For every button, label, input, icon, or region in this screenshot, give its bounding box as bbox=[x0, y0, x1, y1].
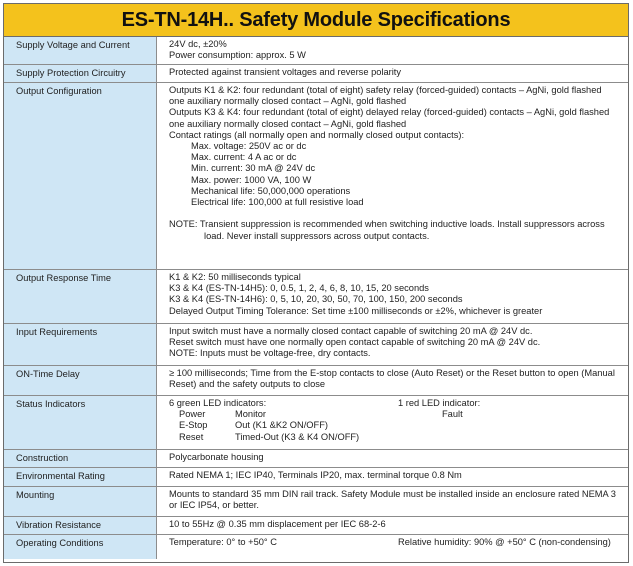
row-mounting bbox=[4, 487, 628, 517]
spacer bbox=[169, 208, 624, 219]
value-line: K3 & K4 (ES-TN-14H6): 0, 5, 10, 20, 30, 50, 70, 100, 150, 200 seconds bbox=[169, 294, 463, 305]
green-led-header: 6 green LED indicators: bbox=[169, 398, 267, 408]
row-vibration-resistance bbox=[4, 517, 628, 535]
value-line: ≥ 100 milliseconds; Time from the E-stop contacts to close (Auto Reset) or the Reset button to open (Manual bbox=[169, 368, 615, 378]
row-value bbox=[157, 37, 628, 64]
temperature-value: Temperature: 0° to +50° C bbox=[169, 537, 277, 547]
value-line: one auxiliary normally closed contact – AgNi, gold flashed bbox=[169, 118, 407, 129]
indicator-grid bbox=[169, 409, 624, 443]
row-label: Vibration Resistance bbox=[4, 517, 157, 534]
row-label: Operating Conditions bbox=[4, 535, 157, 559]
row-label: Mounting bbox=[4, 487, 157, 516]
value-line: or IEC IP54, or better. bbox=[169, 500, 259, 511]
row-label: Supply Protection Circuitry bbox=[4, 65, 157, 82]
row-value bbox=[157, 65, 628, 82]
row-label: Supply Voltage and Current bbox=[4, 37, 157, 64]
row-value bbox=[157, 468, 628, 486]
value-line: Power consumption: approx. 5 W bbox=[169, 50, 306, 61]
row-label: Environmental Rating bbox=[4, 468, 157, 486]
row-input-requirements bbox=[4, 324, 628, 366]
value-line: Input switch must have a normally closed contact capable of switching 20 mA @ 24V dc. bbox=[169, 326, 533, 336]
red-indicator-name: Fault bbox=[442, 409, 463, 420]
indicator-name: E-Stop bbox=[179, 420, 208, 431]
value-line: 24V dc, ±20% bbox=[169, 39, 227, 49]
rating-line: Max. voltage: 250V ac or dc bbox=[191, 141, 307, 152]
row-label: Status Indicators bbox=[4, 396, 157, 449]
row-operating-conditions bbox=[4, 535, 628, 559]
value-line: Polycarbonate housing bbox=[169, 452, 264, 462]
row-value bbox=[157, 396, 628, 449]
value-line: K3 & K4 (ES-TN-14H5): 0, 0.5, 1, 2, 4, 6, 8, 10, 15, 20 seconds bbox=[169, 283, 429, 294]
spacer bbox=[405, 420, 624, 431]
row-value bbox=[157, 270, 628, 323]
value-line: Outputs K3 & K4: four redundant (total of eight) delayed relay (forced-guided) contacts – AgNi, gold flashed bbox=[169, 107, 610, 118]
row-construction bbox=[4, 450, 628, 468]
value-line: K1 & K2: 50 milliseconds typical bbox=[169, 272, 301, 282]
row-value bbox=[157, 517, 628, 534]
indicator-name: Out (K1 &K2 ON/OFF) bbox=[235, 420, 328, 431]
note-line: load. Never install suppressors across output contacts. bbox=[204, 230, 430, 241]
row-value bbox=[157, 487, 628, 516]
indicator-name: Reset bbox=[179, 431, 204, 442]
indicator-name: Monitor bbox=[235, 409, 267, 420]
rating-line: Min. current: 30 mA @ 24V dc bbox=[191, 163, 316, 174]
rating-line: Max. current: 4 A ac or dc bbox=[191, 152, 297, 163]
humidity-value: Relative humidity: 90% @ +50° C (non-condensing) bbox=[398, 537, 611, 547]
value-line: NOTE: Inputs must be voltage-free, dry contacts. bbox=[169, 348, 371, 359]
spacer bbox=[405, 432, 624, 443]
row-label: Construction bbox=[4, 450, 157, 467]
value-line: Outputs K1 & K2: four redundant (total of eight) safety relay (forced-guided) contacts – AgNi, gold flashed bbox=[169, 85, 602, 95]
rating-line: Mechanical life: 50,000,000 operations bbox=[191, 185, 351, 196]
row-output-response bbox=[4, 270, 628, 324]
row-value bbox=[157, 83, 628, 269]
value-line: 10 to 55Hz @ 0.35 mm displacement per IEC 68-2-6 bbox=[169, 519, 386, 529]
red-led-header: 1 red LED indicator: bbox=[398, 398, 481, 408]
rating-line: Max. power: 1000 VA, 100 W bbox=[191, 174, 312, 185]
row-label: Input Requirements bbox=[4, 324, 157, 365]
operating-values bbox=[169, 537, 624, 548]
note-line: NOTE: Transient suppression is recommended when switching inductive loads. Install suppressors across bbox=[169, 219, 605, 230]
value-line: Mounts to standard 35 mm DIN rail track. Safety Module must be installed inside an enclosure rated NEMA 3 bbox=[169, 489, 616, 499]
indicator-name: Timed-Out (K3 & K4 ON/OFF) bbox=[235, 431, 360, 442]
row-value bbox=[157, 324, 628, 365]
table-title: ES-TN-14H.. Safety Module Specifications bbox=[4, 4, 628, 37]
row-environmental-rating bbox=[4, 468, 628, 487]
row-label: Output Response Time bbox=[4, 270, 157, 323]
value-line: Protected against transient voltages and reverse polarity bbox=[169, 67, 402, 77]
value-line: Contact ratings (all normally open and normally closed output contacts): bbox=[169, 129, 465, 140]
row-supply-protection bbox=[4, 65, 628, 83]
row-on-time-delay bbox=[4, 366, 628, 396]
row-output-configuration bbox=[4, 83, 628, 270]
value-line: one auxiliary normally closed contact – AgNi, gold flashed bbox=[169, 96, 407, 107]
row-value bbox=[157, 366, 628, 395]
indicator-headers bbox=[169, 398, 624, 409]
row-label: Output Configuration bbox=[4, 83, 157, 269]
row-value bbox=[157, 535, 628, 559]
value-line: Reset) and the safety outputs to close bbox=[169, 379, 326, 390]
specifications-table bbox=[3, 3, 629, 563]
value-line: Reset switch must have one normally open contact capable of switching 20 mA @ 24V dc. bbox=[169, 337, 541, 348]
indicator-name: Power bbox=[179, 409, 206, 420]
value-line: Delayed Output Timing Tolerance: Set time ±100 milliseconds or ±2%, whichever is greater bbox=[169, 305, 543, 316]
value-line: Rated NEMA 1; IEC IP40, Terminals IP20, max. terminal torque 0.8 Nm bbox=[169, 470, 462, 480]
rating-line: Electrical life: 100,000 at full resistive load bbox=[191, 197, 364, 208]
row-supply-voltage bbox=[4, 37, 628, 65]
row-status-indicators bbox=[4, 396, 628, 450]
row-value bbox=[157, 450, 628, 467]
row-label: ON-Time Delay bbox=[4, 366, 157, 395]
